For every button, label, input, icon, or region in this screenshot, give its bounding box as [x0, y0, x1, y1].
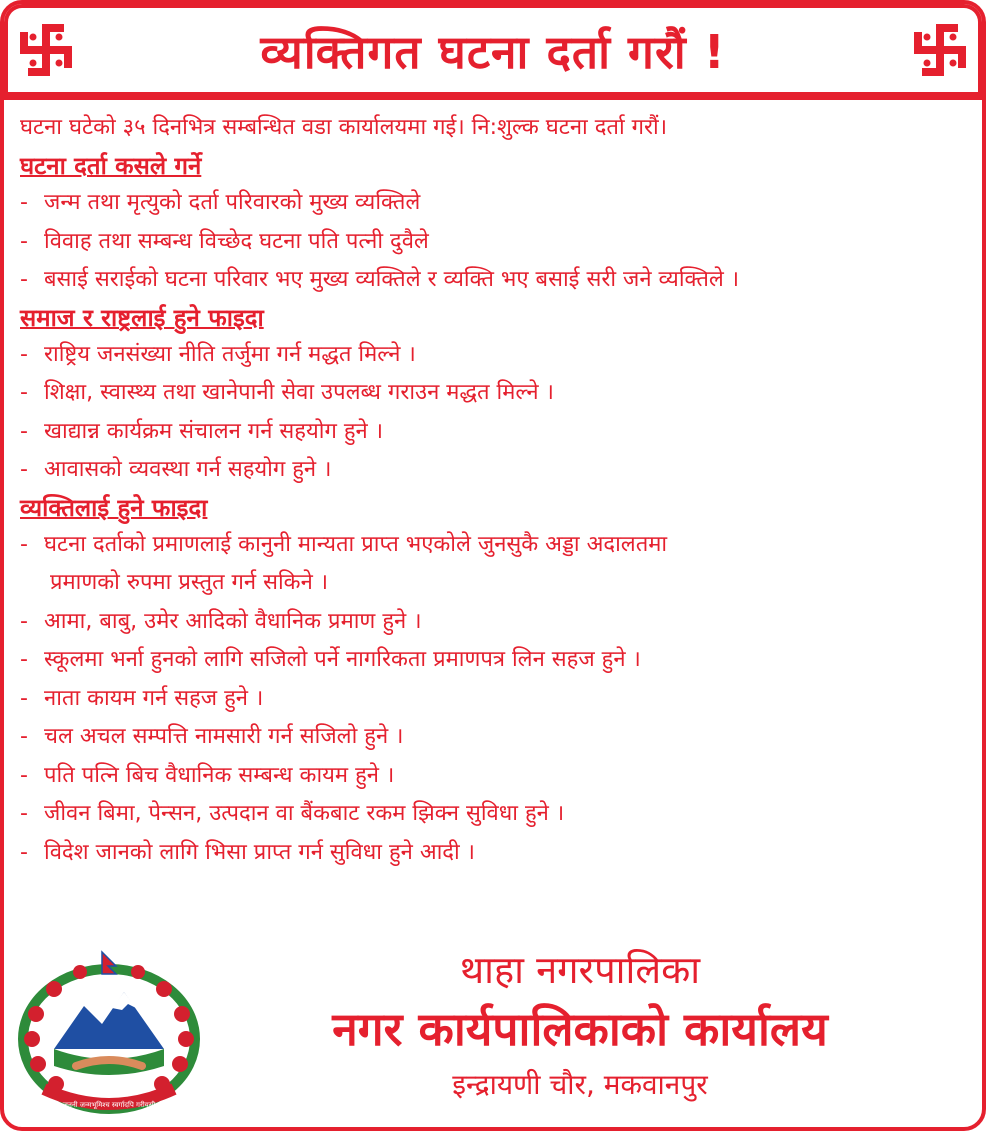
- list-item: - विवाह तथा सम्बन्ध विच्छेद घटना पति पत्नी दुवैले: [20, 223, 970, 262]
- list-dash: -: [20, 724, 28, 749]
- list-dash: -: [20, 267, 28, 292]
- list-dash: -: [20, 839, 28, 865]
- emblem-motto: जननी जन्मभूमिश्च स्वर्गादपि गरीयसी: [62, 1101, 156, 1109]
- list-item: - शिक्षा, स्वास्थ्य तथा खानेपानी सेवा उपलब्ध गराउन मद्धत मिल्ने ।: [20, 374, 970, 413]
- list-dash: -: [20, 608, 28, 634]
- notice-content: [20, 108, 970, 872]
- list-item: - खाद्यान्न कार्यक्रम संचालन गर्न सहयोग हुने ।: [20, 413, 970, 452]
- swastika-icon: [910, 20, 970, 80]
- office-signature: [230, 944, 930, 1108]
- page-title: व्यक्तिगत घटना दर्ता गरौं !: [260, 25, 726, 79]
- list-item: - जन्म तथा मृत्युको दर्ता परिवारको मुख्य व्यक्तिले: [20, 184, 970, 223]
- list-dash: -: [20, 380, 28, 405]
- list-item: - बसाई सराईको घटना परिवार भए मुख्य व्यक्तिले र व्यक्ति भए बसाई सरी जने व्यक्तिले ।: [20, 261, 970, 300]
- nepal-emblem-icon: [14, 944, 204, 1114]
- list-item-continuation: प्रमाणको रुपमा प्रस्तुत गर्न सकिने ।: [50, 570, 329, 595]
- header-inner: [8, 8, 978, 92]
- swastika-icon: [16, 20, 76, 80]
- header-divider: [4, 96, 982, 100]
- list-item: - स्कूलमा भर्ना हुनको लागि सजिलो पर्ने नागरिकता प्रमाणपत्र लिन सहज हुने ।: [20, 641, 970, 680]
- list-dash: -: [20, 762, 28, 788]
- list-item: - घटना दर्ताको प्रमाणलाई कानुनी मान्यता प्राप्त भएकोले जुनसुकै अड्डा अदालतमा: [20, 526, 970, 565]
- list-item: - चल अचल सम्पत्ति नामसारी गर्न सजिलो हुने ।: [20, 718, 970, 757]
- list-item: - आमा, बाबु, उमेर आदिको वैधानिक प्रमाण हुने ।: [20, 603, 970, 642]
- list-item: - आवासको व्यवस्था गर्न सहयोग हुने ।: [20, 451, 970, 490]
- list-dash: -: [20, 531, 28, 557]
- list-item: - पति पत्नि बिच वैधानिक सम्बन्ध कायम हुने ।: [20, 757, 970, 796]
- header-band: [4, 4, 982, 96]
- list-dash: -: [20, 457, 28, 482]
- office-address: इन्द्रायणी चौर, मकवानपुर: [452, 1068, 708, 1101]
- section-title-society-benefits: समाज र राष्ट्रलाई हुने फाइदा: [20, 303, 264, 332]
- office-name: नगर कार्यपालिकाको कार्यालय: [332, 1002, 828, 1056]
- list-dash: -: [20, 418, 28, 444]
- list-item: - राष्ट्रिय जनसंख्या नीति तर्जुमा गर्न मद्धत मिल्ने ।: [20, 336, 970, 375]
- list-dash: -: [20, 801, 28, 826]
- intro-text: घटना घटेको ३५ दिनभित्र सम्बन्धित वडा कार्यालयमा गई। नि:शुल्क घटना दर्ता गरौं।: [20, 115, 668, 140]
- section-title-individual-benefits: व्यक्तिलाई हुने फाइदा: [20, 493, 208, 522]
- municipality-name: थाहा नगरपालिका: [459, 948, 701, 992]
- list-dash: -: [20, 647, 28, 672]
- list-item: - विदेश जानको लागि भिसा प्राप्त गर्न सुविधा हुने आदी ।: [20, 834, 970, 873]
- list-dash: -: [20, 190, 28, 215]
- list-dash: -: [20, 341, 28, 367]
- section-title-who-registers: घटना दर्ता कसले गर्ने: [20, 152, 202, 180]
- list-dash: -: [20, 685, 28, 711]
- list-dash: -: [20, 228, 28, 254]
- list-item: - नाता कायम गर्न सहज हुने ।: [20, 680, 970, 719]
- list-item: - जीवन बिमा, पेन्सन, उत्पदान वा बैंकबाट रकम झिक्न सुविधा हुने ।: [20, 795, 970, 834]
